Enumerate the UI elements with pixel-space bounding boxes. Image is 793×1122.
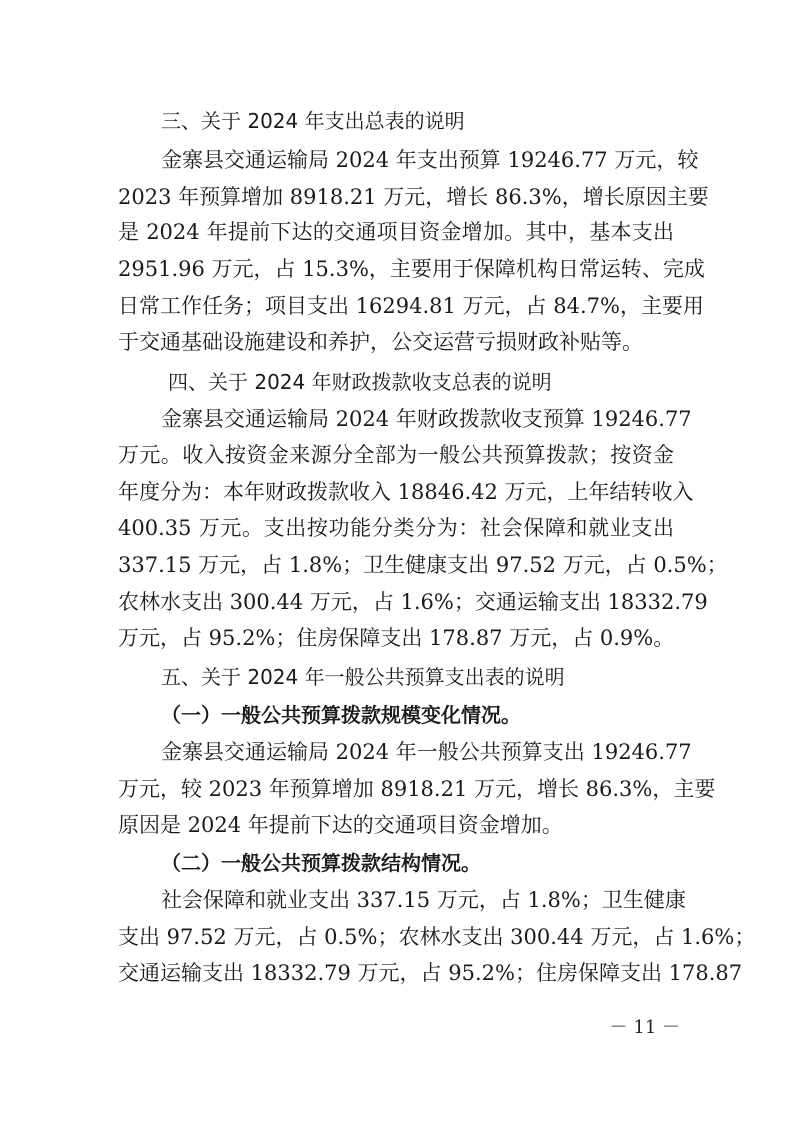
paragraph-line: 金寨县交通运输局 2024 年支出预算 19246.77 万元，较 [161,148,699,172]
paragraph-line: 交通运输支出 18332.79 万元，占 95.2%；住房保障支出 178.87 [118,961,743,985]
paragraph-line: 日常工作任务；项目支出 16294.81 万元，占 84.7%，主要用 [118,294,704,318]
paragraph-line: 原因是 2024 年提前下达的交通项目资金增加。 [118,813,563,837]
paragraph-line: 金寨县交通运输局 2024 年财政拨款收支预算 19246.77 [161,407,692,431]
paragraph-line: 400.35 万元。支出按功能分类分为：社会保障和就业支出 [118,516,674,540]
paragraph-line: 社会保障和就业支出 337.15 万元，占 1.8%；卫生健康 [161,888,686,912]
paragraph-line: 2951.96 万元，占 15.3%，主要用于保障机构日常运转、完成 [118,257,705,281]
paragraph-line: 年度分为：本年财政拨款收入 18846.42 万元，上年结转收入 [118,480,694,504]
paragraph-line: 金寨县交通运输局 2024 年一般公共预算支出 19246.77 [161,740,692,764]
paragraph-line: 于交通基础设施建设和养护，公交运营亏损财政补贴等。 [118,330,643,354]
paragraph-line: 万元，占 95.2%；住房保障支出 178.87 万元，占 0.9%。 [118,626,675,650]
paragraph-line: 2023 年预算增加 8918.21 万元，增长 86.3%，增长原因主要 [118,185,709,209]
subsection-1-heading: （一）一般公共预算拨款规模变化情况。 [161,703,521,727]
section-3-heading: 三、关于 2024 年支出总表的说明 [161,109,465,133]
section-5-heading: 五、关于 2024 年一般公共预算支出表的说明 [161,665,565,689]
paragraph-line: 是 2024 年提前下达的交通项目资金增加。其中，基本支出 [118,220,674,244]
paragraph-line: 农林水支出 300.44 万元，占 1.6%；交通运输支出 18332.79 [118,590,708,614]
subsection-2-heading: （二）一般公共预算拨款结构情况。 [161,851,481,875]
paragraph-line: 万元，较 2023 年预算增加 8918.21 万元，增长 86.3%，主要 [118,777,716,801]
paragraph-line: 万元。收入按资金来源分全部为一般公共预算拨款；按资金 [118,443,674,467]
page-number: － 11 － [609,1017,680,1038]
section-4-heading: 四、关于 2024 年财政拨款收支总表的说明 [168,370,552,394]
paragraph-line: 支出 97.52 万元，占 0.5%；农林水支出 300.44 万元，占 1.6%； [118,925,756,949]
paragraph-line: 337.15 万元，占 1.8%；卫生健康支出 97.52 万元，占 0.5%； [118,553,728,577]
